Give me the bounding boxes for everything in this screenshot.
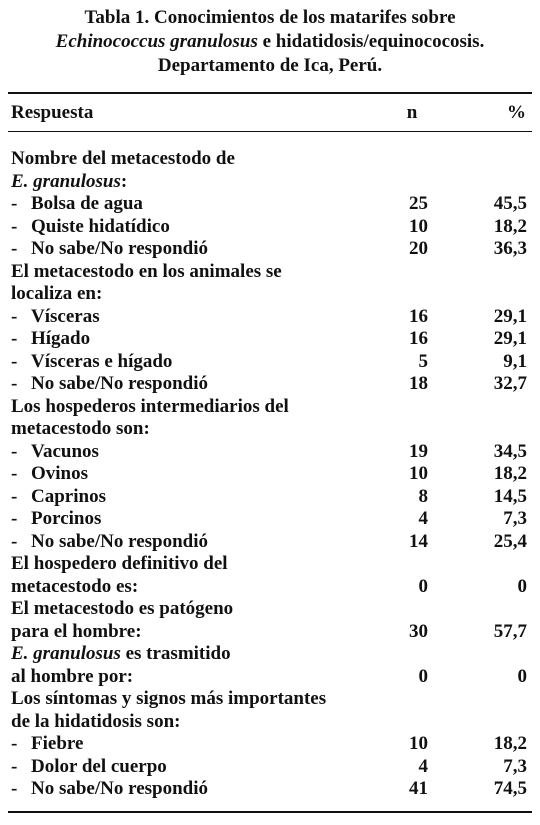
row-label-text: de la hidatidosis son: bbox=[11, 710, 181, 732]
table-row bbox=[0, 688, 540, 711]
row-label bbox=[11, 171, 127, 194]
row-label bbox=[11, 621, 142, 644]
row-label-text: Vísceras e hígado bbox=[31, 350, 173, 372]
caption-line-2-rest: e hidatidosis/equinococosis. bbox=[257, 31, 485, 52]
row-label bbox=[11, 238, 208, 261]
row-n: 16 bbox=[409, 305, 428, 327]
table-row bbox=[0, 463, 540, 486]
row-percent: 9,1 bbox=[503, 350, 527, 372]
row-n: 10 bbox=[409, 733, 428, 754]
row-label bbox=[11, 643, 231, 666]
row-label-text: No sabe/No respondió bbox=[31, 373, 209, 394]
row-n: 4 bbox=[418, 755, 428, 777]
row-n: 19 bbox=[409, 440, 428, 462]
bottom-rule bbox=[8, 811, 532, 813]
row-label-text: al hombre por: bbox=[11, 665, 134, 687]
row-label-italic: E. granulosus bbox=[11, 170, 121, 192]
row-label-rest: es trasmitido bbox=[120, 643, 231, 664]
row-label-text: Ovinos bbox=[31, 463, 89, 484]
row-percent: 36,3 bbox=[493, 238, 527, 259]
table-row bbox=[0, 621, 540, 644]
table-row bbox=[0, 396, 540, 419]
row-label bbox=[11, 351, 172, 374]
row-label-text: localiza en: bbox=[11, 283, 103, 304]
row-dash: - bbox=[11, 440, 18, 462]
table-row bbox=[0, 756, 540, 779]
row-percent: 0 bbox=[517, 575, 527, 597]
row-label-text: No sabe/No respondió bbox=[31, 530, 209, 552]
row-n: 16 bbox=[409, 328, 428, 349]
row-label-text: Fiebre bbox=[31, 733, 84, 754]
row-dash: - bbox=[11, 238, 18, 259]
row-label bbox=[11, 576, 138, 599]
table-row bbox=[0, 238, 540, 261]
row-dash: - bbox=[11, 485, 18, 507]
table-row bbox=[0, 486, 540, 509]
row-label-italic: E. granulosus bbox=[11, 643, 121, 664]
header-rule bbox=[8, 131, 532, 132]
row-label bbox=[11, 306, 100, 329]
table-row bbox=[0, 328, 540, 351]
table-row bbox=[0, 598, 540, 621]
row-dash: - bbox=[11, 778, 18, 799]
row-label bbox=[11, 711, 180, 734]
header-respuesta: Respuesta bbox=[11, 102, 94, 123]
row-label-text: Bolsa de agua bbox=[31, 193, 143, 214]
row-percent: 0 bbox=[517, 665, 527, 687]
row-label bbox=[11, 193, 143, 216]
row-n: 5 bbox=[418, 350, 428, 372]
row-percent: 34,5 bbox=[493, 440, 527, 462]
row-label-text: El hospedero definitivo del bbox=[11, 553, 228, 574]
row-n: 30 bbox=[409, 620, 428, 642]
row-label bbox=[11, 756, 167, 779]
row-n: 0 bbox=[418, 575, 428, 597]
row-label bbox=[11, 486, 106, 509]
row-n: 41 bbox=[409, 778, 428, 799]
row-label-text: Porcinos bbox=[31, 508, 102, 529]
row-label-text: para el hombre: bbox=[11, 620, 142, 642]
row-label-text: Los hospederos intermediarios del bbox=[11, 395, 289, 417]
row-label bbox=[11, 666, 133, 689]
row-label bbox=[11, 373, 208, 396]
row-label-text: Dolor del cuerpo bbox=[31, 755, 167, 777]
row-n: 14 bbox=[409, 530, 428, 552]
row-percent: 29,1 bbox=[493, 328, 527, 349]
caption-line-2 bbox=[0, 30, 540, 54]
table-row bbox=[0, 216, 540, 239]
table-row bbox=[0, 508, 540, 531]
caption-species-name: Echinococcus granulosus bbox=[55, 31, 258, 52]
row-label bbox=[11, 396, 289, 419]
row-percent: 18,2 bbox=[493, 463, 527, 484]
table-row bbox=[0, 778, 540, 801]
row-n: 18 bbox=[409, 373, 428, 394]
row-n: 25 bbox=[409, 193, 428, 214]
row-label-text: Hígado bbox=[31, 328, 91, 349]
row-label bbox=[11, 531, 208, 554]
row-label bbox=[11, 598, 233, 621]
row-percent: 57,7 bbox=[493, 620, 527, 642]
row-dash: - bbox=[11, 530, 18, 552]
row-percent: 7,3 bbox=[503, 508, 527, 529]
table-row bbox=[0, 351, 540, 374]
table-row bbox=[0, 531, 540, 554]
row-percent: 74,5 bbox=[493, 778, 527, 799]
table-row bbox=[0, 193, 540, 216]
table-row bbox=[0, 643, 540, 666]
row-label-text: metacestodo son: bbox=[11, 418, 150, 439]
row-percent: 14,5 bbox=[493, 485, 527, 507]
row-n: 8 bbox=[418, 485, 428, 507]
row-label-rest: : bbox=[120, 170, 128, 192]
caption-line-3: Departamento de Ica, Perú. bbox=[157, 55, 383, 76]
row-label-text: Quiste hidatídico bbox=[31, 215, 170, 237]
row-percent: 25,4 bbox=[493, 530, 527, 552]
table-caption bbox=[0, 6, 540, 78]
table-row bbox=[0, 441, 540, 464]
table-row bbox=[0, 733, 540, 756]
row-label bbox=[11, 553, 228, 576]
row-n: 20 bbox=[409, 238, 428, 259]
row-dash: - bbox=[11, 508, 18, 529]
row-dash: - bbox=[11, 373, 18, 394]
row-label bbox=[11, 283, 102, 306]
table-row bbox=[0, 576, 540, 599]
row-label-text: No sabe/No respondió bbox=[31, 238, 209, 259]
row-dash: - bbox=[11, 215, 18, 237]
row-label bbox=[11, 328, 90, 351]
row-label-text: metacestodo es: bbox=[11, 575, 139, 597]
row-percent: 29,1 bbox=[493, 305, 527, 327]
row-label bbox=[11, 261, 282, 284]
row-dash: - bbox=[11, 193, 18, 214]
row-label-text: Los síntomas y signos más importantes bbox=[11, 688, 327, 709]
row-label bbox=[11, 733, 83, 756]
row-label-text: El metacestodo en los animales se bbox=[11, 260, 282, 282]
row-percent: 18,2 bbox=[493, 733, 527, 754]
row-percent: 45,5 bbox=[493, 193, 527, 214]
table-row bbox=[0, 283, 540, 306]
row-label bbox=[11, 418, 150, 441]
table-row bbox=[0, 666, 540, 689]
row-percent: 7,3 bbox=[503, 755, 527, 777]
row-percent: 32,7 bbox=[493, 373, 527, 394]
table-row bbox=[0, 171, 540, 194]
row-n: 10 bbox=[409, 463, 428, 484]
row-label-text: Vísceras bbox=[31, 305, 100, 327]
row-label bbox=[11, 688, 326, 711]
table-row bbox=[0, 148, 540, 171]
row-label bbox=[11, 216, 170, 239]
row-dash: - bbox=[11, 733, 18, 754]
row-label bbox=[11, 148, 235, 171]
row-label-text: Vacunos bbox=[31, 440, 99, 462]
table-row bbox=[0, 261, 540, 284]
row-label-text: No sabe/No respondió bbox=[31, 778, 209, 799]
row-n: 10 bbox=[409, 215, 428, 237]
row-dash: - bbox=[11, 350, 18, 372]
table-row bbox=[0, 418, 540, 441]
row-percent: 18,2 bbox=[493, 215, 527, 237]
top-rule bbox=[8, 92, 532, 94]
header-percent: % bbox=[507, 102, 526, 123]
row-dash: - bbox=[11, 463, 18, 484]
table-row bbox=[0, 553, 540, 576]
row-label bbox=[11, 441, 99, 464]
row-label bbox=[11, 508, 101, 531]
caption-line-1: Tabla 1. Conocimientos de los matarifes sobre bbox=[84, 7, 456, 28]
row-dash: - bbox=[11, 305, 18, 327]
row-n: 4 bbox=[418, 508, 428, 529]
row-dash: - bbox=[11, 755, 18, 777]
table-row bbox=[0, 711, 540, 734]
row-label bbox=[11, 778, 208, 801]
table-body bbox=[0, 148, 540, 801]
table-row bbox=[0, 306, 540, 329]
row-label bbox=[11, 463, 88, 486]
row-label-text: El metacestodo es patógeno bbox=[11, 598, 234, 619]
row-label-text: Caprinos bbox=[31, 485, 106, 507]
row-dash: - bbox=[11, 328, 18, 349]
table-row bbox=[0, 373, 540, 396]
row-label-text: Nombre del metacestodo de bbox=[11, 148, 235, 169]
row-n: 0 bbox=[418, 665, 428, 687]
table-header bbox=[0, 102, 540, 124]
header-n: n bbox=[406, 102, 418, 123]
